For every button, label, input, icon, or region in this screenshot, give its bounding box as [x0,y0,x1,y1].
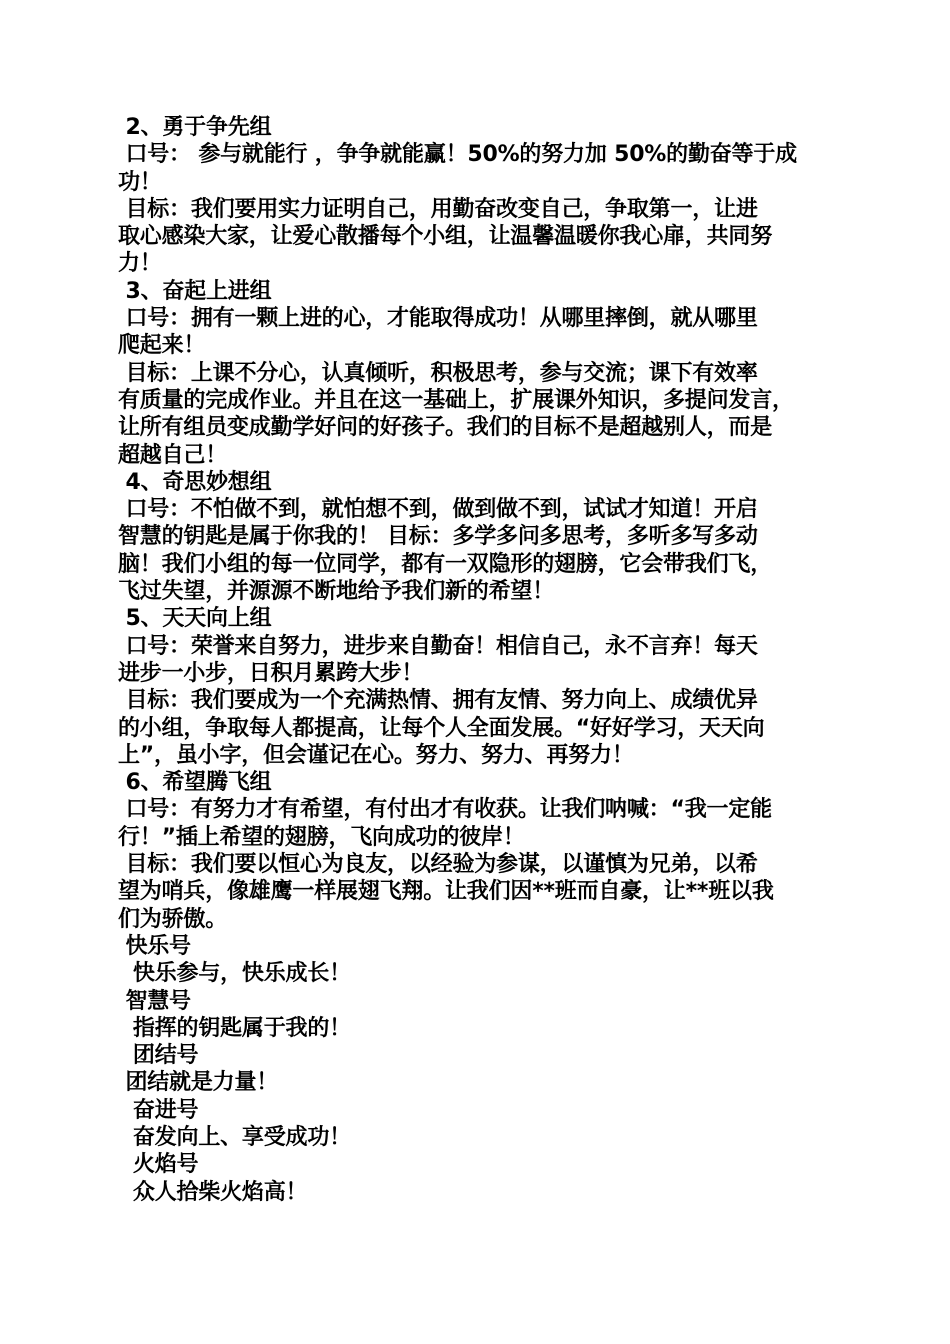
slogan-3-cont: 爬起来！ [118,333,206,359]
slogan-goal-4: 智慧的钥匙是属于你我的！ 目标：多学多问多思考，多听多写多动 [118,524,758,550]
slogan-3: 口号：拥有一颗上进的心，才能取得成功！从哪里摔倒，就从哪里 [118,306,758,332]
goal-5: 目标：我们要成为一个充满热情、拥有友情、努力向上、成绩优异 [118,688,758,714]
team-name-unity: 团结号 [118,1043,199,1069]
goal-3-cont: 让所有组员变成勤学好问的好孩子。我们的目标不是超越别人，而是 [118,415,773,441]
slogan-4: 口号：不怕做不到，就怕想不到，做到做不到，试试才知道！开启 [118,497,758,523]
section-heading-4: 4、奇思妙想组 [118,469,272,495]
goal-3: 目标：上课不分心，认真倾听，积极思考，参与交流；课下有效率 [118,360,758,386]
slogan-2-cont: 功！ [118,169,162,195]
document-body [118,114,834,1206]
section-heading-3: 3、奋起上进组 [118,278,272,304]
goal-5-cont: 上”，虽小字，但会谨记在心。努力、努力、再努力！ [118,742,634,768]
slogan-5: 口号：荣誉来自努力，进步来自勤奋！相信自己，永不言弃！每天 [118,633,758,659]
goal-4-cont: 脑！我们小组的每一位同学，都有一双隐形的翅膀，它会带我们飞， [118,551,773,577]
goal-6-cont: 们为骄傲。 [118,906,228,932]
team-name-progress: 奋进号 [118,1097,199,1123]
goal-6-cont: 望为哨兵，像雄鹰一样展翅飞翔。让我们因**班而自豪，让**班以我 [118,879,774,905]
slogan-6: 口号：有努力才有希望，有付出才有收获。让我们呐喊：“我一定能 [118,797,772,823]
team-slogan-progress: 奋发向上、享受成功！ [118,1124,351,1150]
slogan-5-cont: 进步一小步，日积月累跨大步！ [118,660,424,686]
team-slogan-flame: 众人拾柴火焰高！ [118,1179,308,1205]
slogan-6-cont: 行！”插上希望的翅膀，飞向成功的彼岸！ [118,824,525,850]
section-heading-5: 5、天天向上组 [118,606,272,632]
goal-3-cont: 超越自己！ [118,442,228,468]
team-slogan-happy: 快乐参与，快乐成长！ [118,961,351,987]
goal-4-cont: 飞过失望，并源源不断地给予我们新的希望！ [118,579,555,605]
goal-2-cont: 取心感染大家，让爱心散播每个小组，让温馨温暖你我心扉，共同努 [118,224,773,250]
slogan-2: 口号： 参与就能行 ，争争就能赢！50%的努力加 50%的勤奋等于成 [118,142,797,168]
team-name-happy: 快乐号 [118,933,191,959]
goal-6: 目标：我们要以恒心为良友，以经验为参谋，以谨慎为兄弟，以希 [118,852,758,878]
goal-2: 目标：我们要用实力证明自己，用勤奋改变自己，争取第一，让进 [118,196,758,222]
section-heading-6: 6、希望腾飞组 [118,770,272,796]
goal-3-cont: 有质量的完成作业。并且在这一基础上，扩展课外知识，多提问发言， [118,387,794,413]
goal-5-cont: 的小组，争取每人都提高，让每个人全面发展。“好好学习，天天向 [118,715,765,741]
team-slogan-unity: 团结就是力量！ [118,1070,279,1096]
section-heading-2: 2、勇于争先组 [118,115,272,140]
team-slogan-wisdom: 指挥的钥匙属于我的！ [118,1015,351,1041]
goal-2-cont: 力！ [118,251,162,277]
team-name-flame: 火焰号 [118,1152,199,1178]
team-name-wisdom: 智慧号 [118,988,191,1014]
